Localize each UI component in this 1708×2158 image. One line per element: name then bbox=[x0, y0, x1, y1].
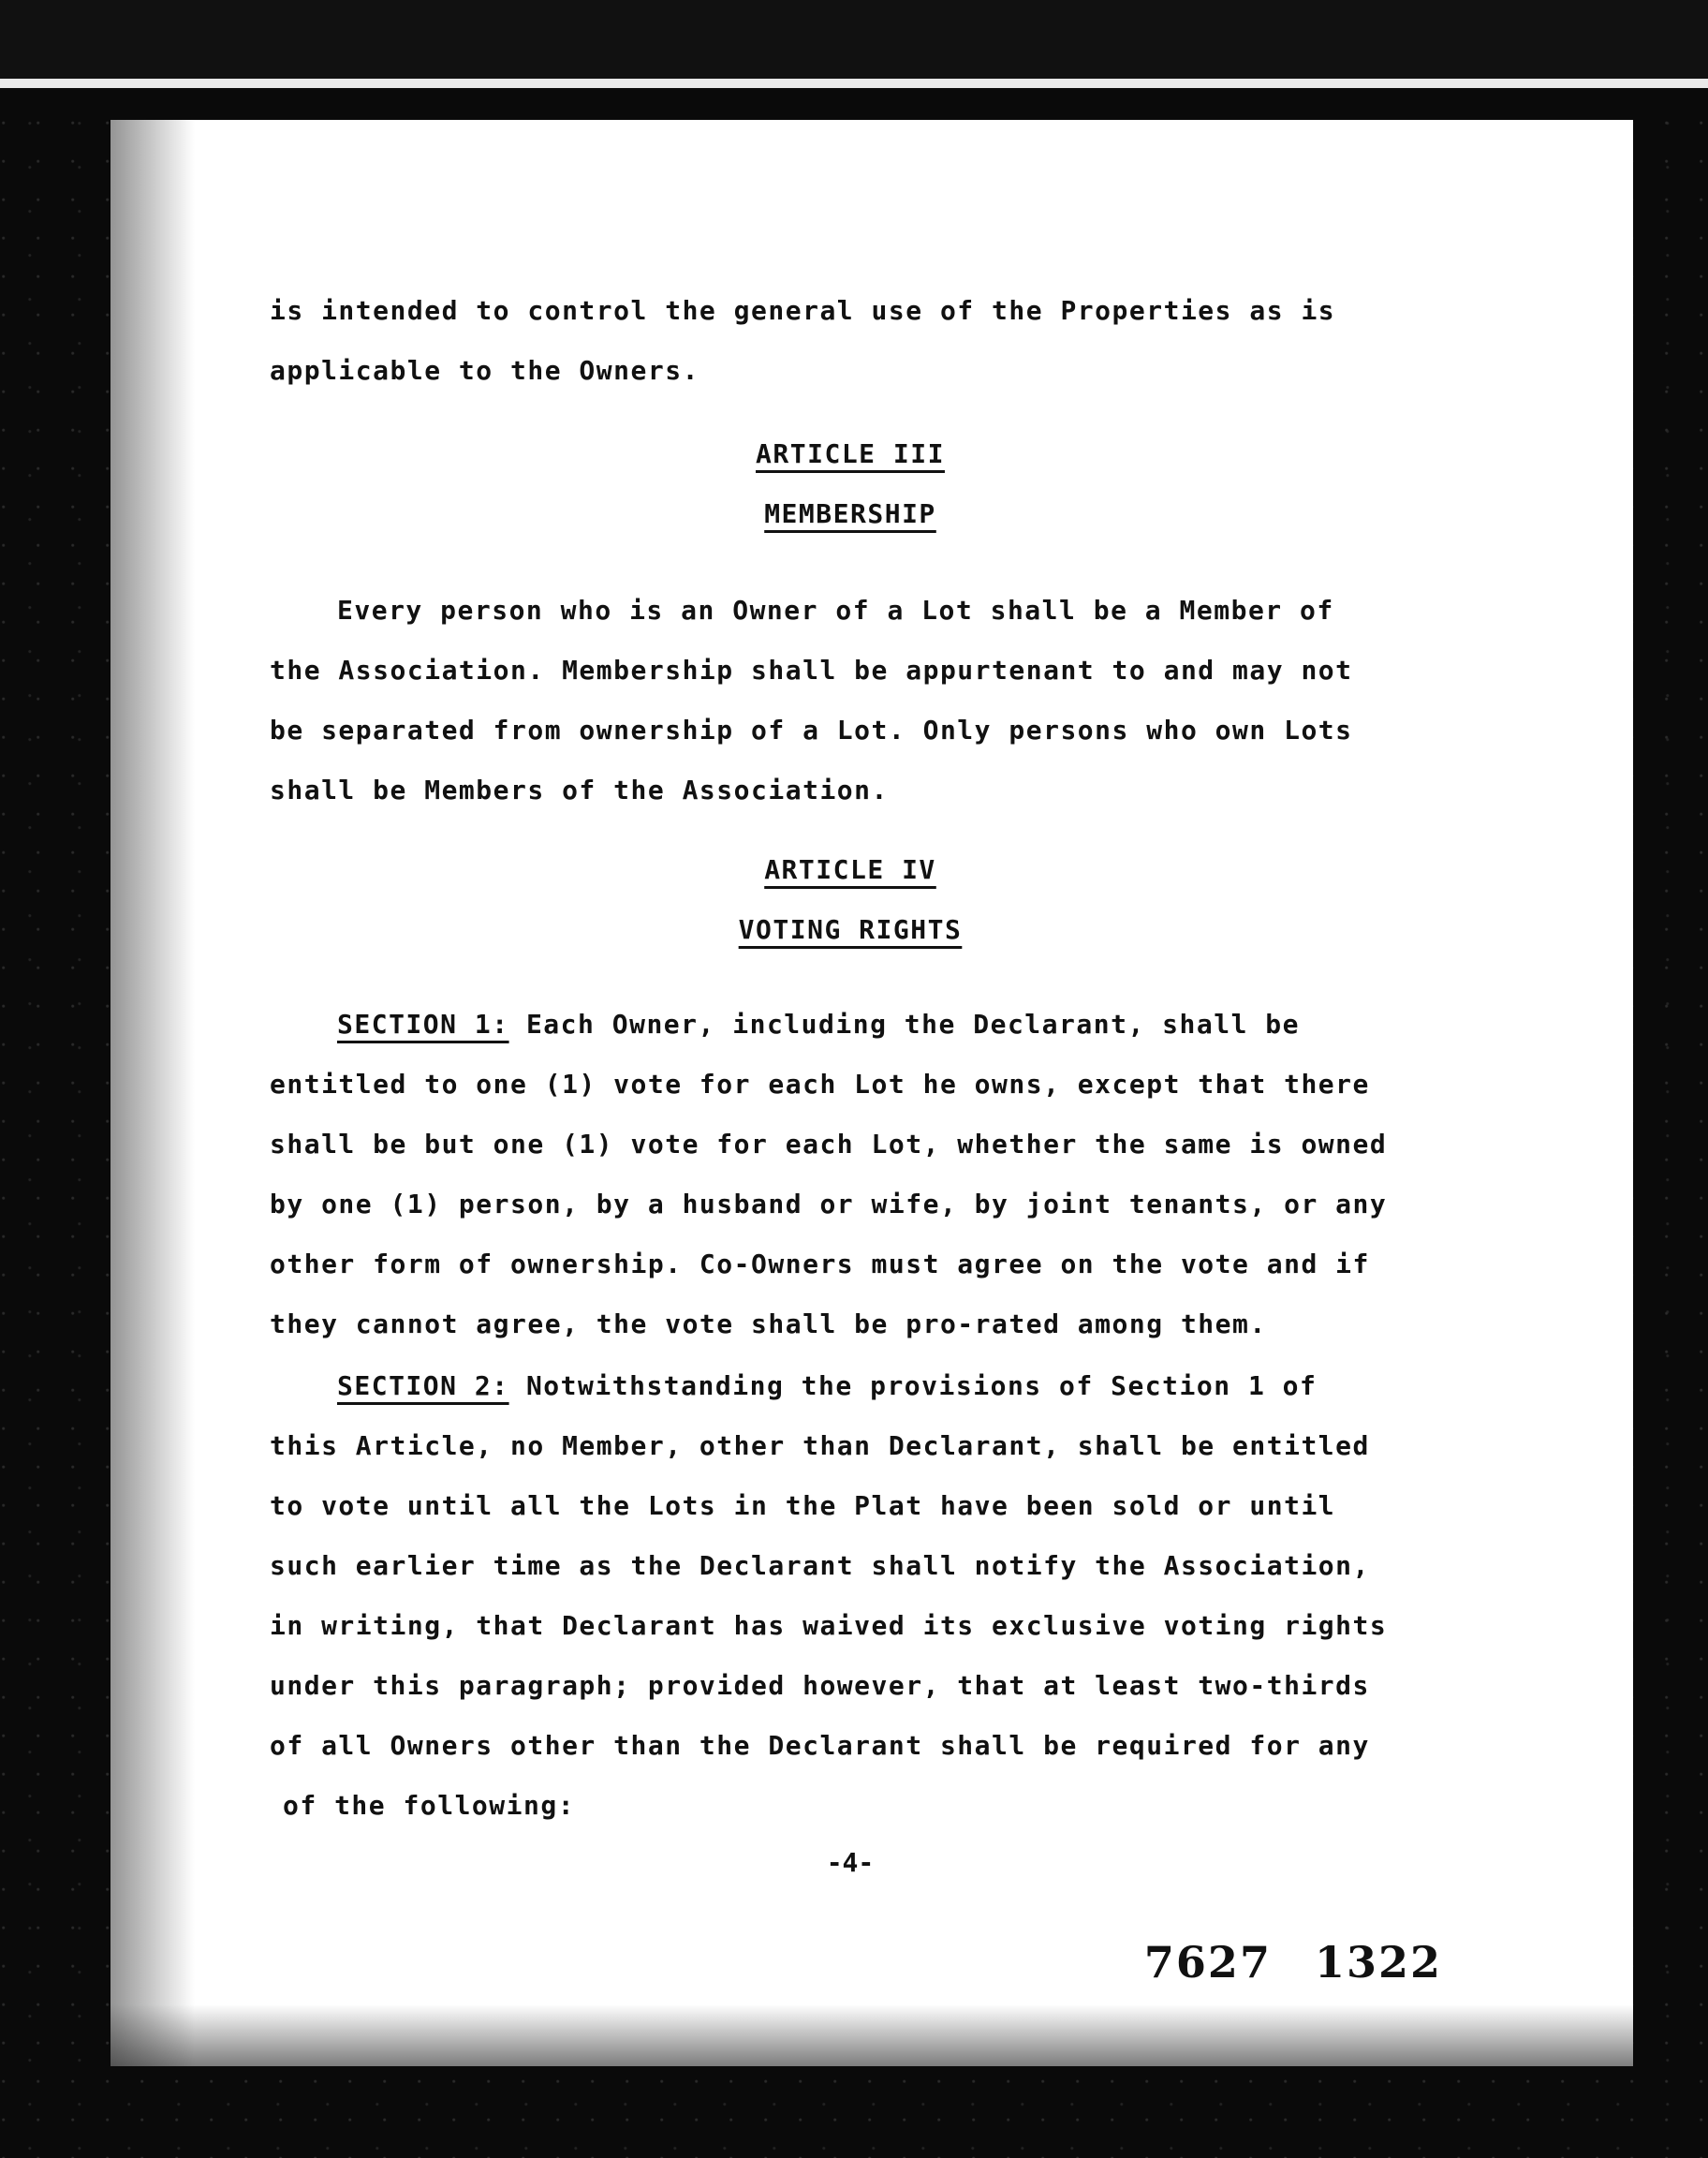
paragraph-line: by one (1) person, by a husband or wife, by joint tenants, or any bbox=[270, 1189, 1388, 1219]
article-3-subheading: MEMBERSHIP bbox=[764, 498, 936, 529]
paragraph-line: under this paragraph; provided however, that at least two-thirds bbox=[270, 1670, 1370, 1701]
section-1-paragraph bbox=[270, 995, 1431, 1354]
paragraph-line: they cannot agree, the vote shall be pro-rated among them. bbox=[270, 1308, 1267, 1339]
paragraph-line: this Article, no Member, other than Declarant, shall be entitled bbox=[270, 1430, 1370, 1461]
continuation-paragraph bbox=[270, 281, 1431, 401]
paragraph-line: to vote until all the Lots in the Plat have been sold or until bbox=[270, 1490, 1336, 1521]
scan-top-edge bbox=[0, 79, 1708, 88]
page-bottom-shadow bbox=[110, 2004, 1633, 2066]
page-number: -4- bbox=[826, 1847, 875, 1878]
continuation-line: is intended to control the general use of the Properties as is bbox=[270, 295, 1336, 326]
continuation-line: applicable to the Owners. bbox=[270, 355, 699, 386]
paragraph-line: of all Owners other than the Declarant shall be required for any bbox=[270, 1730, 1370, 1761]
paragraph-line: the Association. Membership shall be appurtenant to and may not bbox=[270, 655, 1353, 686]
article-4-heading: ARTICLE IV bbox=[764, 854, 936, 885]
paragraph-line: shall be but one (1) vote for each Lot, whether the same is owned bbox=[270, 1129, 1388, 1160]
paragraph-line: shall be Members of the Association. bbox=[270, 775, 889, 806]
paragraph-line: in writing, that Declarant has waived its exclusive voting rights bbox=[270, 1610, 1388, 1641]
article-3-heading: ARTICLE III bbox=[756, 438, 945, 469]
article-4-subheading: VOTING RIGHTS bbox=[738, 914, 963, 945]
page-left-shadow bbox=[110, 120, 195, 2066]
scan-top-strip bbox=[0, 0, 1708, 82]
paragraph-line: SECTION 1: Each Owner, including the Declarant, shall be bbox=[337, 1009, 1301, 1040]
paragraph-line: be separated from ownership of a Lot. Only persons who own Lots bbox=[270, 715, 1353, 746]
paragraph-line: entitled to one (1) vote for each Lot he owns, except that there bbox=[270, 1069, 1370, 1100]
paragraph-line: SECTION 2: Notwithstanding the provisions of Section 1 of bbox=[337, 1370, 1318, 1401]
membership-paragraph bbox=[270, 581, 1431, 820]
paragraph-line: other form of ownership. Co-Owners must agree on the vote and if bbox=[270, 1249, 1370, 1279]
section-2-label: SECTION 2: bbox=[337, 1370, 509, 1401]
paragraph-line: of the following: bbox=[283, 1790, 576, 1821]
section-1-label: SECTION 1: bbox=[337, 1009, 509, 1040]
paragraph-line: such earlier time as the Declarant shall notify the Association, bbox=[270, 1550, 1370, 1581]
section-2-paragraph bbox=[270, 1356, 1431, 1836]
book-page-reference: 7627 1322 bbox=[1143, 1937, 1442, 1988]
paragraph-line: Every person who is an Owner of a Lot shall be a Member of bbox=[337, 595, 1334, 626]
